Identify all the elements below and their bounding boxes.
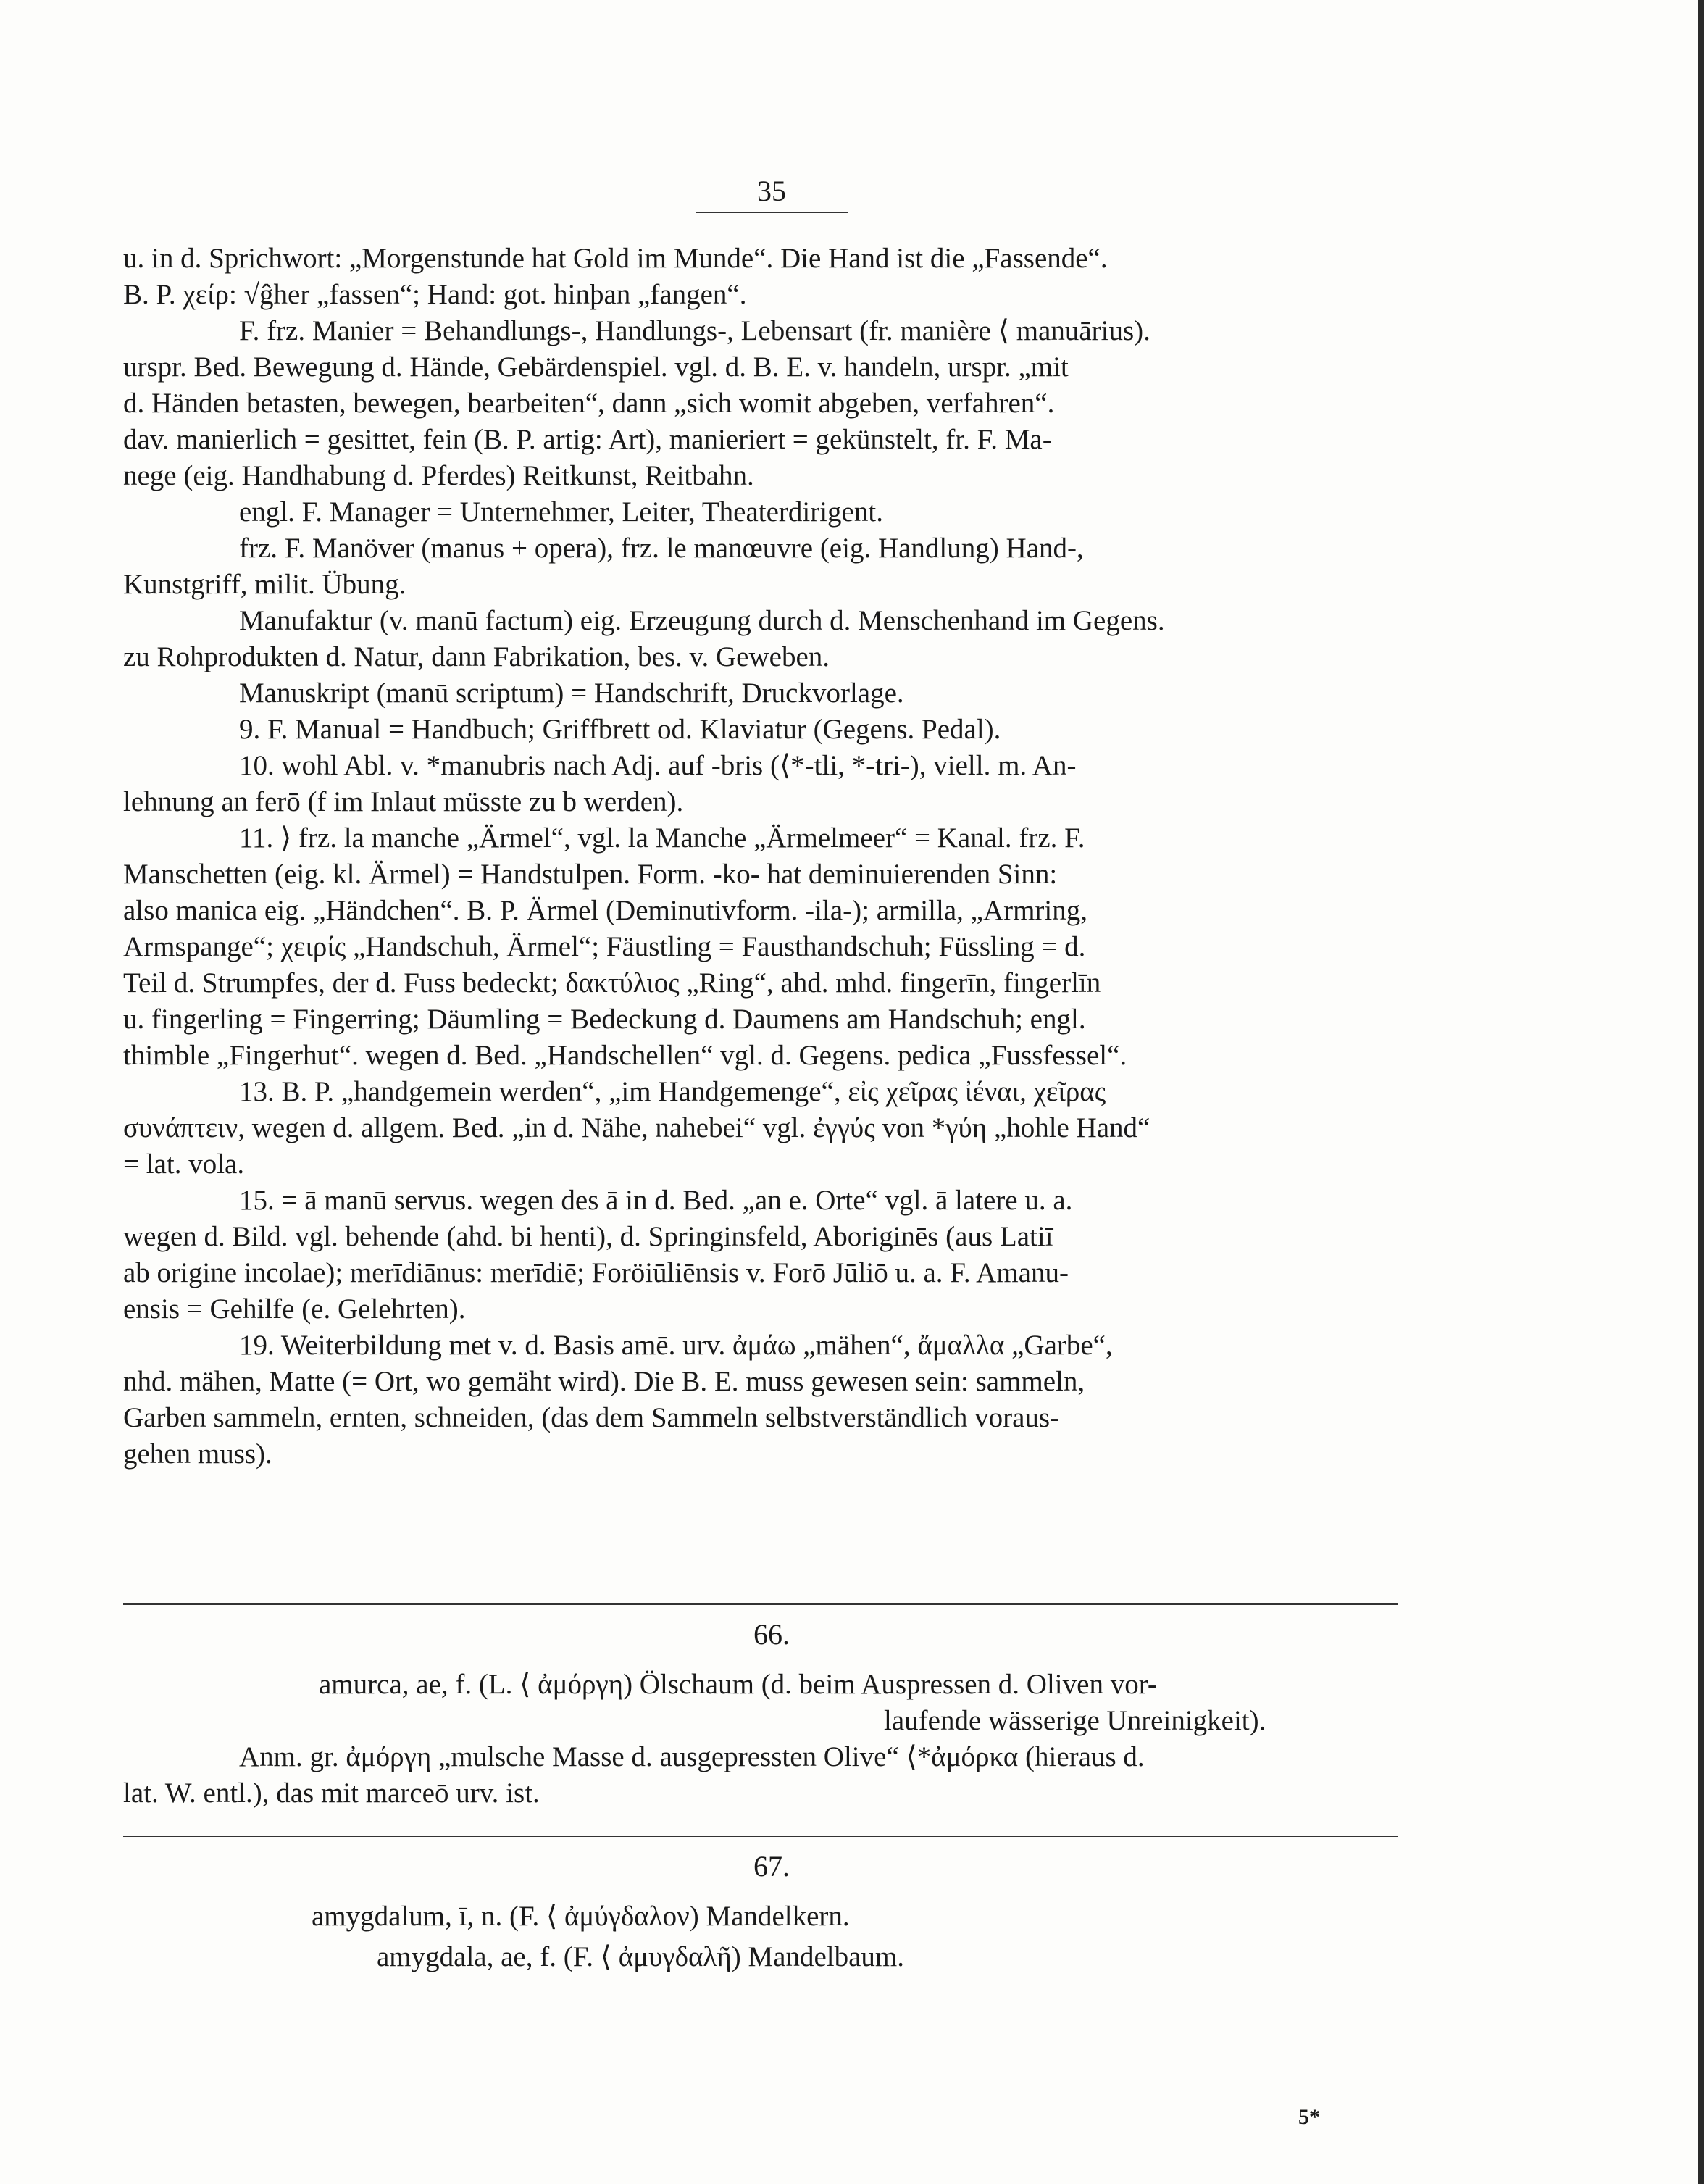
text-line: Manuskript (manū scriptum) = Handschrift, Druckvorlage.	[239, 678, 904, 709]
text-line: also manica eig. „Händchen“. B. P. Ärmel (Deminutivform. -ila-); armilla, „Armring,	[123, 895, 1088, 926]
text-line: wegen d. Bild. vgl. behende (ahd. bi henti), d. Springinsfeld, Aboriginēs (aus Latiī	[123, 1221, 1053, 1252]
text-line: laufende wässerige Unreinigkeit).	[884, 1705, 1266, 1736]
text-line: = lat. vola.	[123, 1149, 245, 1180]
main-text	[123, 241, 1398, 1472]
section-divider	[123, 1835, 1398, 1840]
text-line: d. Händen betasten, bewegen, bearbeiten“, dann „sich womit abgeben, verfahren“.	[123, 388, 1055, 419]
text-line: 13. B. P. „handgemein werden“, „im Handgemenge“, εἰς χεῖρας ἰέναι, χεῖρας	[239, 1076, 1106, 1107]
text-line: nege (eig. Handhabung d. Pferdes) Reitkunst, Reitbahn.	[123, 460, 754, 491]
text-line: ensis = Gehilfe (e. Gelehrten).	[123, 1293, 466, 1325]
text-line: Anm. gr. ἀμόργη „mulsche Masse d. ausgepressten Olive“ ⟨*ἀμόρκα (hieraus d.	[239, 1741, 1145, 1772]
text-line: zu Rohprodukten d. Natur, dann Fabrikation, bes. v. Geweben.	[123, 641, 830, 672]
text-line: 9. F. Manual = Handbuch; Griffbrett od. Klaviatur (Gegens. Pedal).	[239, 714, 1001, 745]
section-66-number: 66.	[753, 1618, 790, 1651]
text-line: u. fingerling = Fingerring; Däumling = Bedeckung d. Daumens am Handschuh; engl.	[123, 1004, 1086, 1035]
text-line: gehen muss).	[123, 1438, 272, 1470]
text-line: ab origine incolae); merīdiānus: merīdiē; Foröiūliēnsis v. Forō Jūliō u. a. F. Amanu-	[123, 1257, 1069, 1288]
text-line: lat. W. entl.), das mit marceō urv. ist.	[123, 1777, 540, 1809]
page-number-rule	[696, 212, 848, 213]
text-line: 19. Weiterbildung met v. d. Basis amē. urv. ἀμάω „mähen“, ἄμαλλα „Garbe“,	[239, 1330, 1113, 1361]
text-line: Teil d. Strumpfes, der d. Fuss bedeckt; δακτύλιος „Ring“, ahd. mhd. fingerīn, fingerlīn	[123, 967, 1101, 999]
section-67-number: 67.	[753, 1850, 790, 1883]
page-edge	[1698, 0, 1704, 2184]
section-divider	[123, 1603, 1398, 1608]
section-66-text	[123, 1667, 1398, 1812]
text-line: B. P. χείρ: √ĝher „fassen“; Hand: got. hinþan „fangen“.	[123, 279, 747, 310]
text-line: συνάπτειν, wegen d. allgem. Bed. „in d. Nähe, nahebei“ vgl. ἐγγύς von *γύη „hohle Hand“	[123, 1112, 1150, 1143]
printer-signature: 5*	[1298, 2105, 1320, 2129]
text-line: urspr. Bed. Bewegung d. Hände, Gebärdenspiel. vgl. d. B. E. v. handeln, urspr. „mit	[123, 351, 1069, 383]
text-line: 11. ⟩ frz. la manche „Ärmel“, vgl. la Manche „Ärmelmeer“ = Kanal. frz. F.	[239, 822, 1085, 854]
text-line: amygdala, ae, f. (F. ⟨ ἀμυγδαλῆ) Mandelbaum.	[377, 1941, 904, 1972]
text-line: amygdalum, ī, n. (F. ⟨ ἀμύγδαλον) Mandelkern.	[312, 1901, 850, 1932]
text-line: thimble „Fingerhut“. wegen d. Bed. „Handschellen“ vgl. d. Gegens. pedica „Fussfessel“.	[123, 1040, 1127, 1071]
section-67-text	[123, 1899, 1398, 1975]
text-line: lehnung an ferō (f im Inlaut müsste zu b werden).	[123, 786, 684, 817]
text-line: Armspange“; χειρίς „Handschuh, Ärmel“; Fäustling = Fausthandschuh; Füssling = d.	[123, 931, 1086, 962]
text-line: 10. wohl Abl. v. *manubris nach Adj. auf -bris (⟨*-tli, *-tri-), viell. m. An-	[239, 750, 1077, 781]
text-line: dav. manierlich = gesittet, fein (B. P. artig: Art), manieriert = gekünstelt, fr. F. Ma-	[123, 424, 1052, 455]
text-line: amurca, ae, f. (L. ⟨ ἀμόργη) Ölschaum (d. beim Auspressen d. Oliven vor-	[319, 1669, 1157, 1700]
text-line: Manufaktur (v. manū factum) eig. Erzeugung durch d. Menschenhand im Gegens.	[239, 605, 1165, 636]
text-line: 15. = ā manū servus. wegen des ā in d. Bed. „an e. Orte“ vgl. ā latere u. a.	[239, 1185, 1073, 1216]
page-number: 35	[757, 175, 786, 207]
text-line: u. in d. Sprichwort: „Morgenstunde hat Gold im Munde“. Die Hand ist die „Fassende“.	[123, 243, 1108, 274]
text-line: engl. F. Manager = Unternehmer, Leiter, Theaterdirigent.	[239, 496, 883, 528]
text-line: Garben sammeln, ernten, schneiden, (das dem Sammeln selbstverständlich voraus-	[123, 1402, 1060, 1433]
text-line: Kunstgriff, milit. Übung.	[123, 569, 406, 600]
text-line: Manschetten (eig. kl. Ärmel) = Handstulpen. Form. -ko- hat deminuierenden Sinn:	[123, 859, 1058, 890]
text-line: nhd. mähen, Matte (= Ort, wo gemäht wird). Die B. E. muss gewesen sein: sammeln,	[123, 1366, 1085, 1397]
text-line: frz. F. Manöver (manus + opera), frz. le manœuvre (eig. Handlung) Hand-,	[239, 533, 1084, 564]
text-line: F. frz. Manier = Behandlungs-, Handlungs-, Lebensart (fr. manière ⟨ manuārius).	[239, 315, 1150, 346]
